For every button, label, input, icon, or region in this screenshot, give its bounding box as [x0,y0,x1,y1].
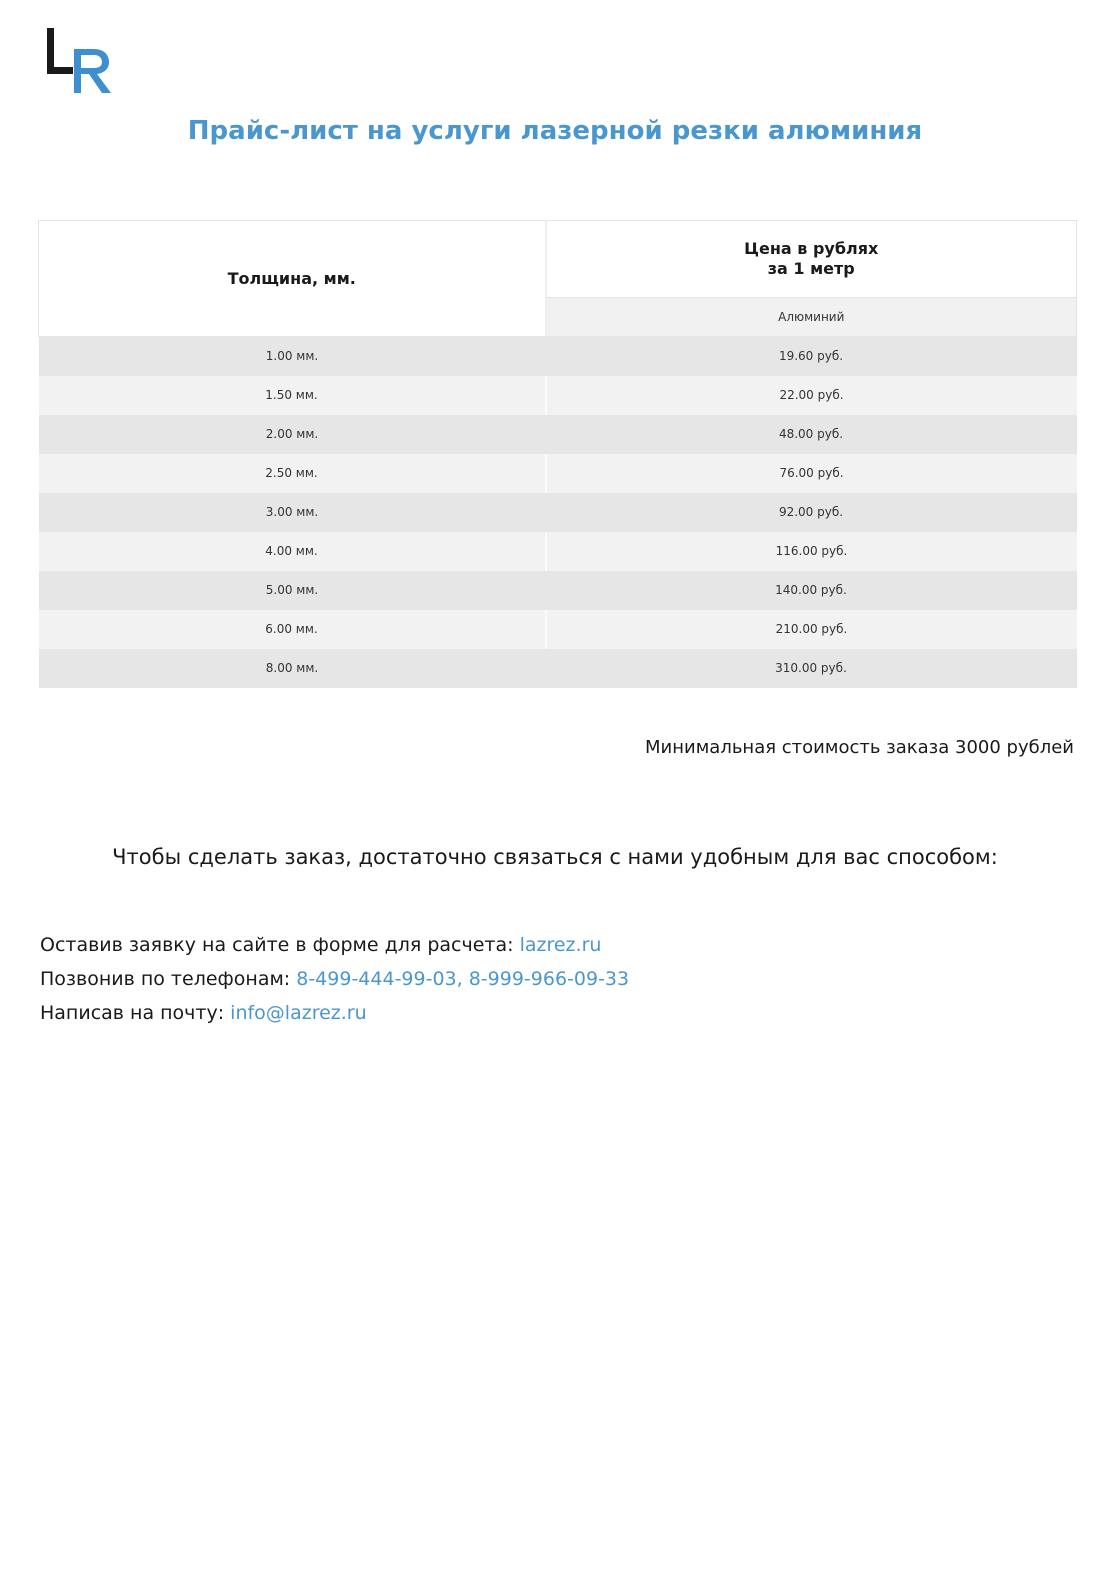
contacts-block [40,928,629,1030]
contact-phone-line [40,962,629,996]
site-link[interactable]: lazrez.ru [519,934,602,956]
email-link[interactable]: info@lazrez.ru [230,1002,367,1024]
price-cell: 310.00 руб. [546,649,1077,688]
table-row [39,336,1077,376]
price-cell: 19.60 руб. [546,336,1077,376]
thickness-cell: 5.00 мм. [39,571,546,610]
price-cell: 140.00 руб. [546,571,1077,610]
table-row [39,415,1077,454]
price-table [38,220,1077,688]
logo-letter-r [74,49,111,93]
contact-site-line [40,928,629,962]
price-cell: 22.00 руб. [546,376,1077,415]
price-cell: 92.00 руб. [546,493,1077,532]
thickness-cell: 2.50 мм. [39,454,546,493]
header-price-line2: за 1 метр [767,259,855,278]
lr-logo [44,26,114,96]
contact-email-label: Написав на почту: [40,1002,231,1024]
contact-email-line [40,996,629,1030]
table-row [39,493,1077,532]
page-title: Прайс-лист на услуги лазерной резки алюминия [187,116,923,146]
price-cell: 116.00 руб. [546,532,1077,571]
thickness-cell: 3.00 мм. [39,493,546,532]
header-material: Алюминий [546,298,1077,337]
logo-letter-l-foot [47,67,73,74]
table-row [39,610,1077,649]
price-cell: 210.00 руб. [546,610,1077,649]
thickness-cell: 8.00 мм. [39,649,546,688]
header-thickness: Толщина, мм. [39,221,546,337]
min-order-note: Минимальная стоимость заказа 3000 рублей [645,737,1074,758]
table-row [39,571,1077,610]
header-price-line1: Цена в рублях [744,239,879,258]
price-cell: 48.00 руб. [546,415,1077,454]
order-intro: Чтобы сделать заказ, достаточно связаться с нами удобным для вас способом: [112,845,998,869]
table-row [39,532,1077,571]
table-row [39,454,1077,493]
thickness-cell: 1.00 мм. [39,336,546,376]
thickness-cell: 4.00 мм. [39,532,546,571]
price-cell: 76.00 руб. [546,454,1077,493]
thickness-cell: 1.50 мм. [39,376,546,415]
thickness-cell: 6.00 мм. [39,610,546,649]
thickness-cell: 2.00 мм. [39,415,546,454]
header-price [546,221,1077,298]
contact-site-label: Оставив заявку на сайте в форме для расчета: [40,934,520,956]
contact-phone-label: Позвонив по телефонам: [40,968,297,990]
table-row [39,649,1077,688]
table-row [39,376,1077,415]
phone-link[interactable]: 8-499-444-99-03, 8-999-966-09-33 [296,968,630,990]
